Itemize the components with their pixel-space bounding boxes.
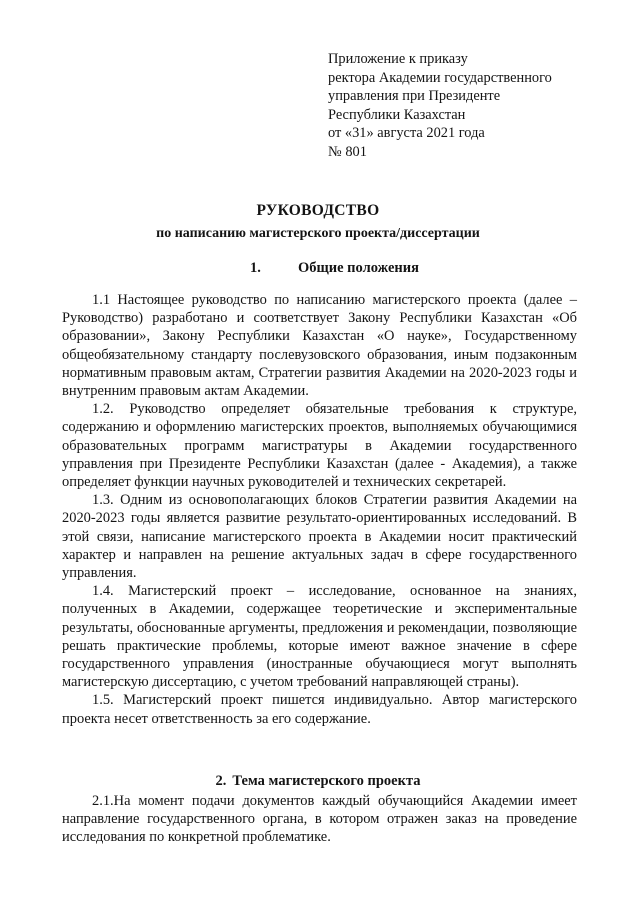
document-title: РУКОВОДСТВО [256,202,380,219]
paragraph: 2.1.На момент подачи документов каждый обучающийся Академии имеет направление государственного органа, в котором отражен заказ на проведение исследования по конкретной проблематике. [62,793,577,846]
section-body-topic [62,792,577,847]
section-title: Общие положения [298,260,419,276]
section-heading-topic [0,773,636,790]
appendix-line: Приложение к приказу [328,51,468,67]
paragraph: 1.2. Руководство определяет обязательные требования к структуре, содержанию и оформлению магистерских проектов, выполняемых обучающимися образовательных программ магистратуры в Академии государственного управления при Президенте Республики Казахстан (далее - Академия), а также определяет функции научных руководителей и технических секретарей. [62,401,577,491]
section-number: 1. [250,260,261,276]
appendix-line: Республики Казахстан [328,106,466,123]
paragraph: 1.3. Одним из основополагающих блоков Стратегии развития Академии на 2020-2023 годы является развитие результато-ориентированных исследований. В этой связи, написание магистерского проекта в Академии носит практический характер и направлен на решение актуальных задач в сфере государственного управления. [62,492,577,582]
section-number: 2. [215,773,227,789]
appendix-line: управления при Президенте [328,88,501,104]
appendix-line: от «31» августа 2021 года [328,125,485,141]
paragraph: 1.1 Настоящее руководство по написанию магистерского проекта (далее – Руководство) разработано и соответствует Закону Республики Казахстан «Об образовании», Закону Республики Казахстан «О науке», Государственному общеобязательному стандарту послевузовского образования, иным подзаконным нормативным правовым актам, Стратегии развития Академии на 2020-2023 годы и внутренним правовым актам Академии. [62,292,577,400]
section-body-general [62,291,577,728]
appendix-note [328,50,618,161]
appendix-line: № 801 [328,143,367,160]
section-title: Тема магистерского проекта [232,773,421,789]
paragraph: 1.5. Магистерский проект пишется индивидуально. Автор магистерского проекта несет ответственность за его содержание. [62,692,577,727]
document-subtitle: по написанию магистерского проекта/диссертации [156,226,480,241]
paragraph: 1.4. Магистерский проект – исследование, основанное на знаниях, полученных в Академии, содержащее теоретические и экспериментальные результаты, обоснованные аргументы, предложения и рекомендации, позволяющие решать практические проблемы, которые имеют важное значение в сфере государственного управления (иностранные обучающиеся могут выполнять магистерскую диссертацию, с учетом требований направляющей страны). [62,583,577,691]
appendix-line: ректора Академии государственного [328,69,552,86]
